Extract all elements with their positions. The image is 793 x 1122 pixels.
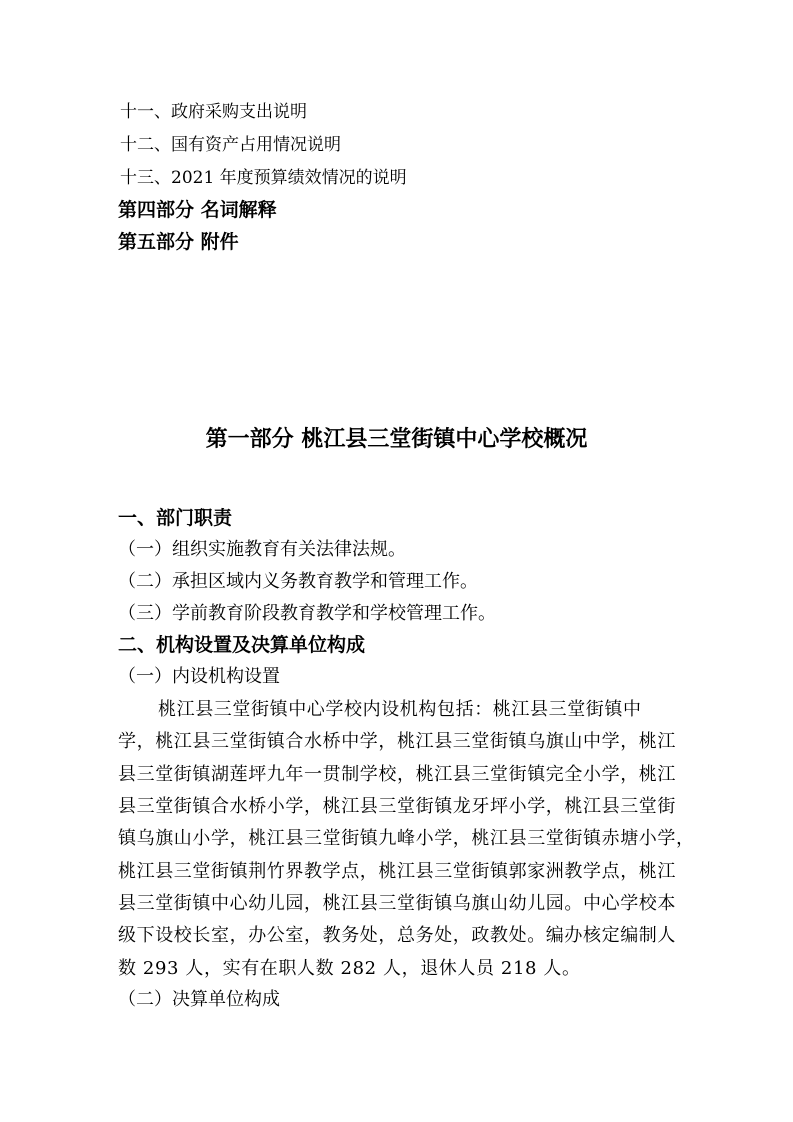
toc-item-11: 十一、政府采购支出说明: [120, 102, 307, 122]
toc-item-12: 十二、国有资产占用情况说明: [120, 135, 341, 155]
duty-item-3: （三）学前教育阶段教育教学和学校管理工作。: [118, 603, 496, 624]
part-one-title: 第一部分 桃江县三堂街镇中心学校概况: [205, 427, 588, 452]
duty-item-1: （一）组织实施教育有关法律法规。: [118, 539, 406, 560]
paragraph-line-7: 县三堂街镇中心幼儿园，桃江县三堂街镇乌旗山幼儿园。中心学校本: [118, 893, 676, 914]
paragraph-line-9: 数 293 人，实有在职人数 282 人，退休人员 218 人。: [118, 958, 581, 979]
paragraph-line-6: 桃江县三堂街镇荆竹界教学点，桃江县三堂街镇郭家洲教学点，桃江: [118, 861, 676, 882]
subsection-internal-structure: （一）内设机构设置: [118, 666, 280, 687]
paragraph-line-8: 级下设校长室，办公室，教务处，总务处，政教处。编办核定编制人: [118, 925, 676, 946]
paragraph-line-4: 县三堂街镇合水桥小学，桃江县三堂街镇龙牙坪小学，桃江县三堂街: [118, 796, 676, 817]
paragraph-line-5: 镇乌旗山小学，桃江县三堂街镇九峰小学，桃江县三堂街镇赤塘小学，: [118, 828, 695, 849]
paragraph-line-2: 学，桃江县三堂街镇合水桥中学，桃江县三堂街镇乌旗山中学，桃江: [118, 731, 676, 752]
toc-part-5: 第五部分 附件: [118, 231, 239, 253]
section-heading-duties: 一、部门职责: [118, 507, 233, 529]
toc-item-13: 十三、2021 年度预算绩效情况的说明: [120, 168, 407, 188]
duty-item-2: （二）承担区域内义务教育教学和管理工作。: [118, 571, 478, 592]
section-heading-organization: 二、机构设置及决算单位构成: [118, 634, 366, 656]
subsection-final-accounts-units: （二）决算单位构成: [118, 989, 280, 1010]
toc-part-4: 第四部分 名词解释: [118, 199, 277, 221]
paragraph-line-3: 县三堂街镇湖莲坪九年一贯制学校，桃江县三堂街镇完全小学，桃江: [118, 764, 676, 785]
paragraph-line-1: 桃江县三堂街镇中心学校内设机构包括：桃江县三堂街镇中: [158, 699, 642, 720]
